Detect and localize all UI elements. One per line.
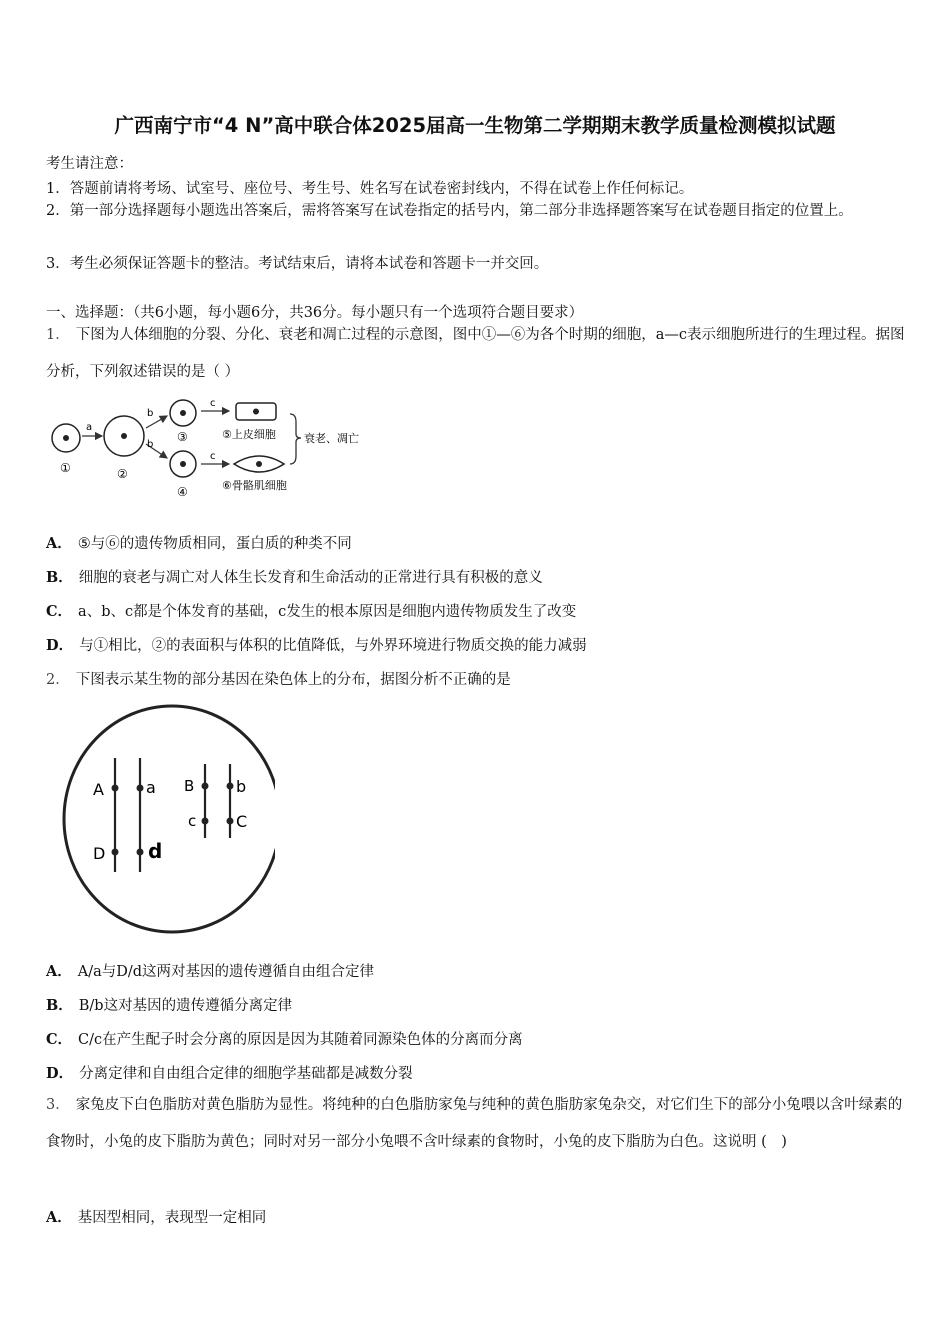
option-text: 与①相比，②的表面积与体积的比值降低，与外界环境进行物质交换的能力减弱 bbox=[79, 638, 587, 654]
q2-option-c[interactable] bbox=[46, 1028, 523, 1049]
cell-2-label: ② bbox=[117, 467, 128, 481]
section-heading: 一、选择题：（共6小题，每小题6分，共36分。每小题只有一个选项符合题目要求） bbox=[46, 305, 584, 321]
q2-option-b[interactable] bbox=[46, 994, 292, 1015]
option-key: A． bbox=[46, 963, 72, 980]
notice-item-3: 3．考生必须保证答题卡的整洁。考试结束后，请将本试卷和答题卡一并交回。 bbox=[46, 256, 549, 272]
gene-c: c bbox=[188, 812, 197, 830]
q1-option-a[interactable] bbox=[46, 532, 352, 553]
arrow-c-up-label: c bbox=[210, 398, 216, 409]
question-number: 1． bbox=[46, 327, 70, 343]
chromosome-figure bbox=[60, 700, 280, 940]
question-1-stem bbox=[46, 317, 908, 391]
arrow-b-up-label: b bbox=[147, 408, 154, 419]
gene-A: A bbox=[93, 780, 104, 799]
gene-B: B bbox=[184, 777, 195, 795]
question-text: 家兔皮下白色脂肪对黄色脂肪为显性。将纯种的白色脂肪家兔与纯种的黄色脂肪家兔杂交，对它们生下的部分小兔喂以含叶绿素的食物时，小兔的皮下脂肪为黄色；同时对另一部分小兔喂不含叶绿素的食物时，小兔的皮下脂肪为白色。这说明 ( ) bbox=[46, 1097, 903, 1150]
q3-option-a[interactable] bbox=[46, 1206, 266, 1227]
notice-item-2: 2．第一部分选择题每小题选出答案后，需将答案写在试卷指定的括号内，第二部分非选择题答案写在试卷题目指定的位置上。 bbox=[46, 203, 853, 219]
option-key: B． bbox=[46, 569, 73, 586]
q1-option-b[interactable] bbox=[46, 566, 543, 587]
q2-option-a[interactable] bbox=[46, 960, 374, 981]
bracket bbox=[290, 414, 301, 464]
option-text: 分离定律和自由组合定律的细胞学基础都是减数分裂 bbox=[79, 1066, 413, 1082]
notice-item-1: 1．答题前请将考场、试室号、座位号、考生号、姓名写在试卷密封线内，不得在试卷上作任何标记。 bbox=[46, 181, 694, 197]
arrow-a-label: a bbox=[86, 422, 93, 433]
question-number: 3． bbox=[46, 1097, 70, 1113]
arrow-b-down-label: b bbox=[147, 439, 154, 450]
gene-b: b bbox=[236, 777, 247, 796]
question-3-stem bbox=[46, 1087, 908, 1161]
option-key: D． bbox=[46, 637, 74, 654]
arrow-c-down-label: c bbox=[210, 451, 216, 462]
cell-5 bbox=[236, 403, 276, 420]
cell-membrane bbox=[64, 706, 280, 932]
cell-6 bbox=[234, 456, 284, 472]
option-text: a、b、c都是个体发育的基础，c发生的根本原因是细胞内遗传物质发生了改变 bbox=[78, 604, 577, 620]
cell-3-label: ③ bbox=[177, 430, 188, 444]
option-key: C． bbox=[46, 1031, 73, 1048]
cell-1-label: ① bbox=[60, 461, 71, 475]
option-key: D． bbox=[46, 1065, 74, 1082]
cell-2 bbox=[104, 416, 144, 456]
option-key: A． bbox=[46, 535, 72, 552]
option-text: B/b这对基因的遗传遵循分离定律 bbox=[78, 998, 293, 1014]
bracket-label: 衰老、凋亡 bbox=[304, 432, 359, 445]
cell-6-label: ⑥骨骼肌细胞 bbox=[222, 479, 287, 492]
question-2-stem bbox=[46, 668, 511, 689]
question-text: 下图为人体细胞的分裂、分化、衰老和凋亡过程的示意图，图中①—⑥为各个时期的细胞，a—c表示细胞所进行的生理过程。据图分析，下列叙述错误的是（ ） bbox=[46, 327, 905, 380]
cell-1 bbox=[52, 424, 80, 452]
gene-d: d bbox=[148, 839, 163, 863]
gene-a: a bbox=[146, 778, 156, 797]
cell-5-label: ⑤上皮细胞 bbox=[222, 428, 276, 441]
q1-option-c[interactable] bbox=[46, 600, 576, 621]
option-text: ⑤与⑥的遗传物质相同，蛋白质的种类不同 bbox=[77, 536, 352, 552]
question-text: 下图表示某生物的部分基因在染色体上的分布，据图分析不正确的是 bbox=[75, 672, 511, 688]
gene-D: D bbox=[93, 844, 106, 863]
cell-process-figure bbox=[46, 392, 386, 502]
option-text: C/c在产生配子时会分离的原因是因为其随着同源染色体的分离而分离 bbox=[78, 1032, 523, 1048]
gene-C: C bbox=[236, 812, 248, 831]
option-key: B． bbox=[46, 997, 73, 1014]
notice-heading: 考生请注意： bbox=[46, 156, 133, 172]
q1-option-d[interactable] bbox=[46, 634, 587, 655]
question-number: 2． bbox=[46, 672, 70, 688]
cell-4 bbox=[170, 451, 196, 477]
q2-option-d[interactable] bbox=[46, 1062, 413, 1083]
cell-4-label: ④ bbox=[177, 485, 188, 499]
option-key: C． bbox=[46, 603, 73, 620]
option-key: A． bbox=[46, 1209, 72, 1226]
cell-3 bbox=[170, 400, 196, 426]
option-text: A/a与D/d这两对基因的遗传遵循自由组合定律 bbox=[77, 964, 375, 980]
exam-title: 广西南宁市“4 N”高中联合体2025届高一生物第二学期期末教学质量检测模拟试题 bbox=[114, 114, 836, 137]
option-text: 细胞的衰老与凋亡对人体生长发育和生命活动的正常进行具有积极的意义 bbox=[78, 570, 543, 586]
option-text: 基因型相同，表现型一定相同 bbox=[77, 1210, 267, 1226]
